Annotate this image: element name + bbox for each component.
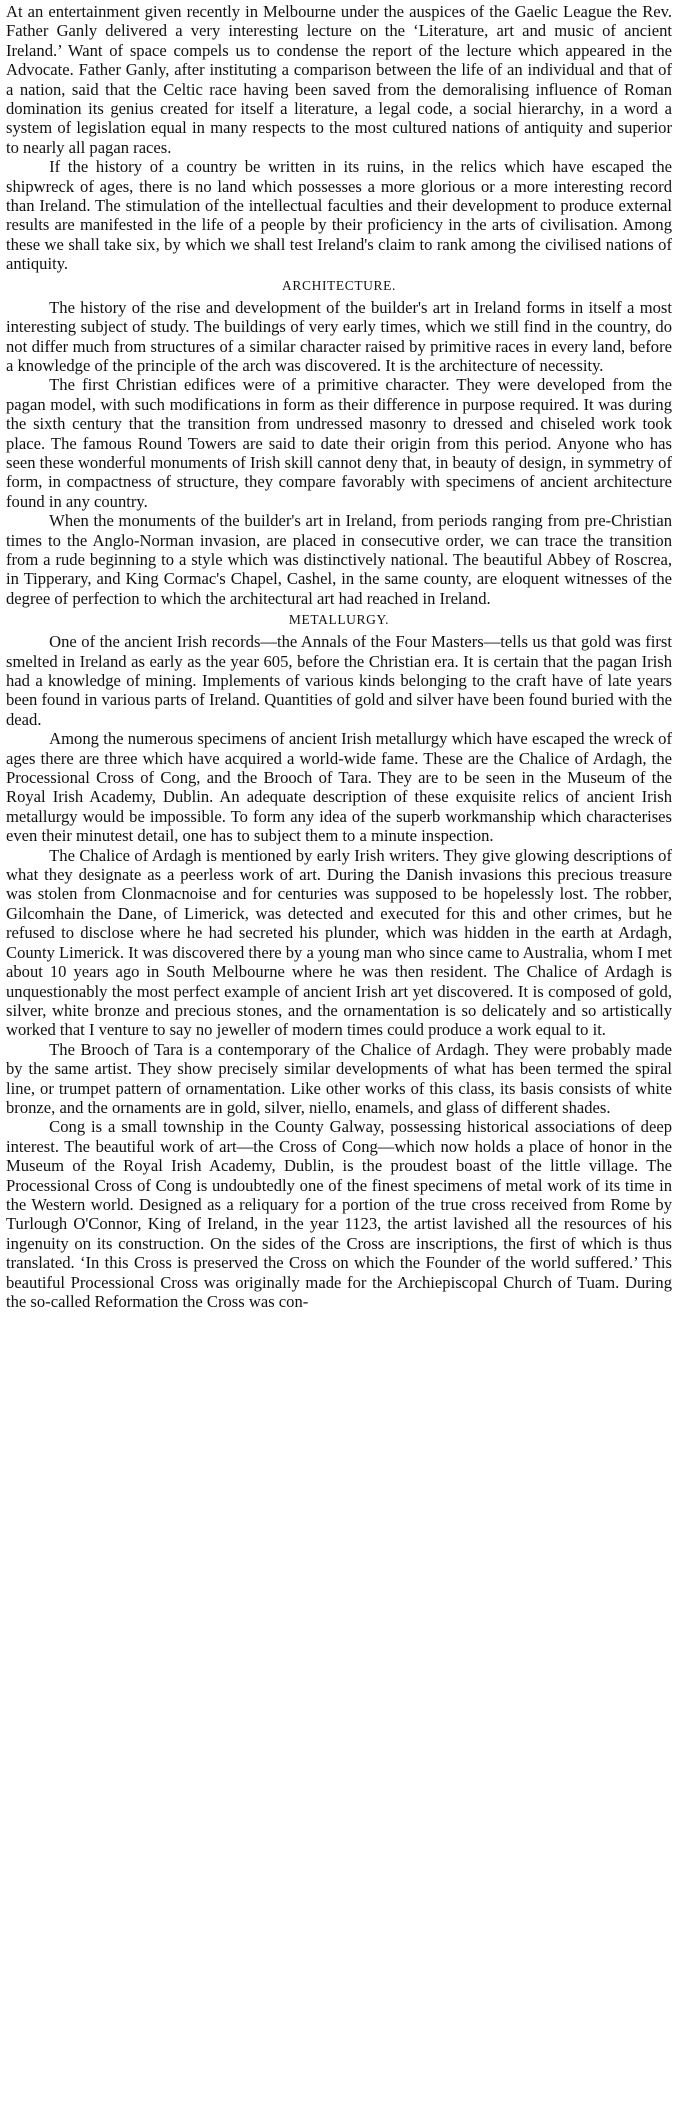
architecture-paragraph-3: When the monuments of the builder's art in Ireland, from periods ranging from pre-Christian times to the Anglo-Norman invasion, are placed in consecutive order, we can trace the transition from a rude beginning to a style which was distinctively national. The beautiful Abbey of Roscrea, in Tipperary, and King Cormac's Chapel, Cashel, in the same county, are eloquent witnesses of the degree of perfection to which the architectural art had reached in Ireland. <box>6 511 672 608</box>
architecture-paragraph-1: The history of the rise and development of the builder's art in Ireland forms in itself a most interesting subject of study. The buildings of very early times, which we still find in the country, do not differ much from structures of a similar character raised by primitive races in every land, before a knowledge of the principle of the arch was discovered. It is the architecture of necessity. <box>6 297 672 375</box>
section-heading-architecture: ARCHITECTURE. <box>282 277 396 293</box>
section-heading-metallurgy: METALLURGY. <box>288 612 390 628</box>
metallurgy-paragraph-4: The Brooch of Tara is a contemporary of the Chalice of Ardagh. They were probably made by the same artist. They show precisely similar developments of what has been termed the spiral line, or trumpet pattern of ornamentation. Like other works of this class, its basis consists of white bronze, and the ornaments are in gold, silver, niello, enamels, and glass of different shades. <box>6 1039 672 1117</box>
metallurgy-paragraph-2: Among the numerous specimens of ancient Irish metallurgy which have escaped the wreck of ages there are three which have acquired a world-wide fame. These are the Chalice of Ardagh, the Processional Cross of Cong, and the Brooch of Tara. They are to be seen in the Museum of the Royal Irish Academy, Dublin. An adequate description of these exquisite relics of ancient Irish metallurgy would be impossible. To form any idea of the superb workmanship which characterises even their minutest detail, one has to subject them to a minute inspection. <box>6 729 672 846</box>
metallurgy-paragraph-5: Cong is a small township in the County Galway, possessing historical associations of deep interest. The beautiful work of art—the Cross of Cong—which now holds a place of honor in the Museum of the Royal Irish Academy, Dublin, is the proudest boast of the little village. The Processional Cross of Cong is undoubtedly one of the finest specimens of metal work of its time in the Western world. Designed as a reliquary for a portion of the true cross received from Rome by Turlough O'Connor, King of Ireland, in the year 1123, the artist lavished all the resources of his ingenuity on its construction. On the sides of the Cross are inscriptions, the first of which is thus translated. ‘In this Cross is preserved the Cross on which the Founder of the world suffered.’ This beautiful Processional Cross was originally made for the Archiepiscopal Church of Tuam. During the so-called Reformation the Cross was con- <box>6 1117 672 1311</box>
metallurgy-paragraph-3: The Chalice of Ardagh is mentioned by early Irish writers. They give glowing descriptions of what they designate as a peerless work of art. During the Danish invasions this precious treasure was stolen from Clonmacnoise and for centuries was supposed to be hopelessly lost. The robber, Gilcomhain the Dane, of Limerick, was detected and executed for this and other crimes, but he refused to disclose where he had secreted his plunder, which was hidden in the earth at Ardagh, County Limerick. It was discovered there by a young man who since came to Australia, whom I met about 10 years ago in South Melbourne where he was then resident. The Chalice of Ardagh is unquestionably the most perfect example of ancient Irish art yet discovered. It is composed of gold, silver, white bronze and precious stones, and the ornamentation is so delicately and so artistically worked that I venture to say no jeweller of modern times could produce a work equal to it. <box>6 845 672 1040</box>
architecture-paragraph-2: The first Christian edifices were of a primitive character. They were developed from the pagan model, with such modifications in form as their difference in purpose required. It was during the sixth century that the transition from undressed masonry to dressed and chiseled work took place. The famous Round Towers are said to date their origin from this period. Anyone who has seen these wonderful monuments of Irish skill cannot deny that, in beauty of design, in symmetry of form, in compactness of structure, they compare favorably with specimens of ancient architecture found in any country. <box>6 375 672 511</box>
intro-paragraph-1: At an entertainment given recently in Melbourne under the auspices of the Gaelic League the Rev. Father Ganly delivered a very interesting lecture on the ‘Literature, art and music of ancient Ireland.’ Want of space compels us to condense the report of the lecture which appeared in the Advocate. Father Ganly, after instituting a comparison between the life of an individual and that of a nation, said that the Celtic race having been saved from the demoralising influence of Roman domination its genius created for itself a literature, a legal code, a social hierarchy, in a word a system of legislation equal in many respects to the most cultured nations of antiquity and superior to nearly all pagan races. <box>6 2 672 157</box>
intro-paragraph-2: If the history of a country be written in its ruins, in the relics which have escaped the shipwreck of ages, there is no land which possesses a more glorious or a more interesting record than Ireland. The stimulation of the intellectual faculties and their development to produce external results are manifested in the life of a people by their proficiency in the arts of civilisation. Among these we shall take six, by which we shall test Ireland's claim to rank among the civilised nations of antiquity. <box>6 157 672 274</box>
metallurgy-paragraph-1: One of the ancient Irish records—the Annals of the Four Masters—tells us that gold was first smelted in Ireland as early as the year 605, before the Christian era. It is certain that the pagan Irish had a knowledge of mining. Implements of various kinds belonging to the craft have of late years been found in various parts of Ireland. Quantities of gold and silver have been found buried with the dead. <box>6 632 672 729</box>
